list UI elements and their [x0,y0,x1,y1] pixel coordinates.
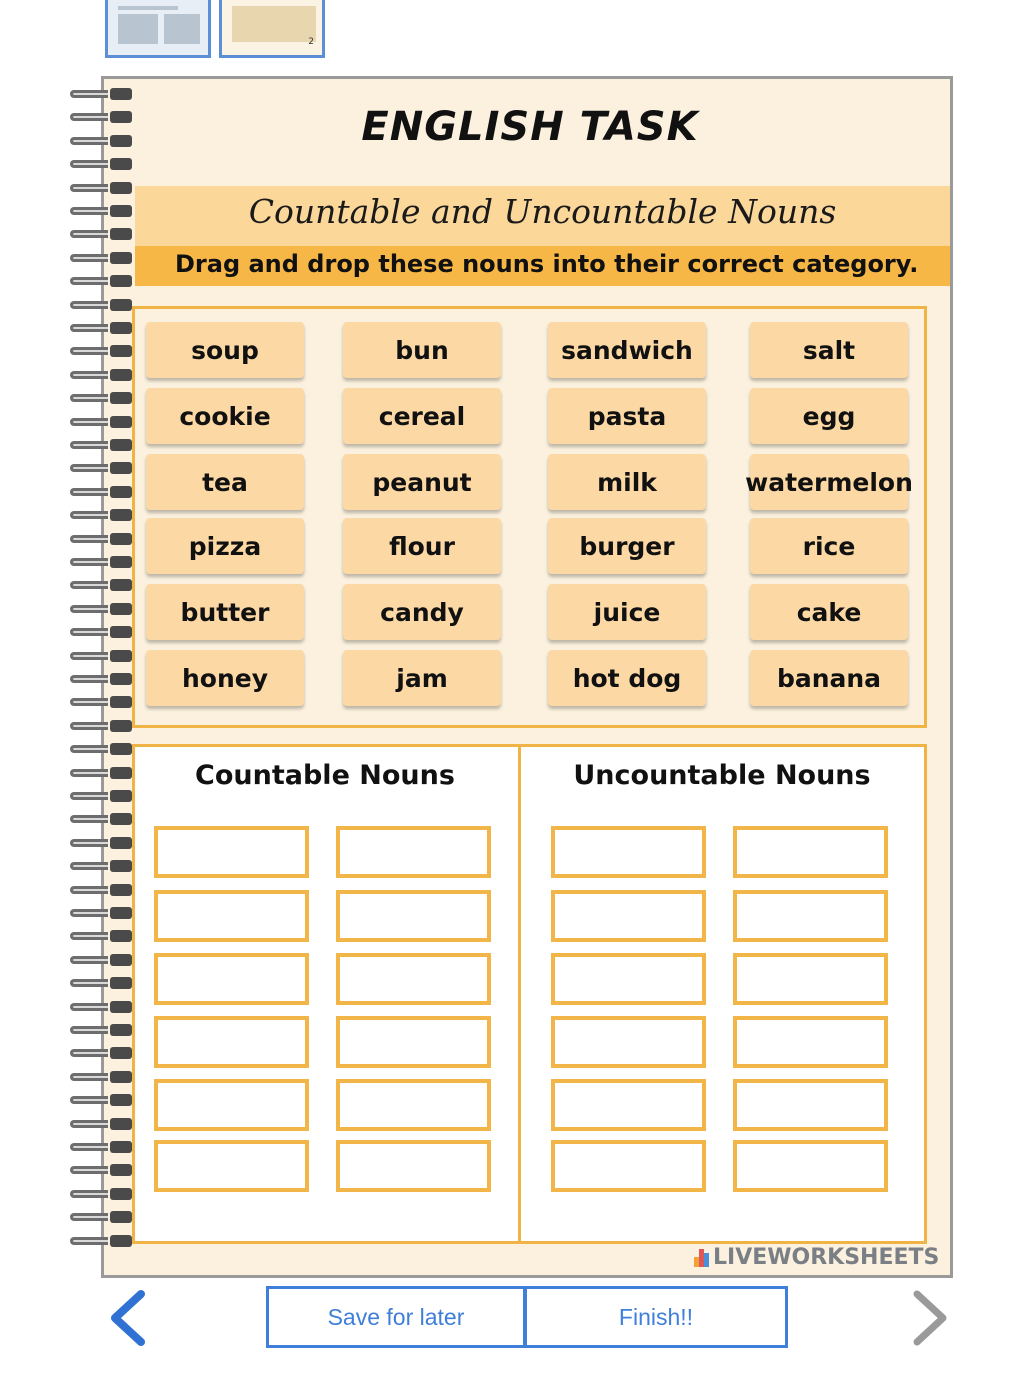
spiral-ring [70,884,134,896]
spiral-ring [70,158,134,170]
instruction-text: Drag and drop these nouns into their correct category. [175,250,919,278]
uncountable-drop-slot[interactable] [733,826,888,878]
worksheet-subtitle: Countable and Uncountable Nouns [248,192,837,231]
category-divider [518,747,521,1241]
spiral-ring [70,182,134,194]
spiral-ring [70,767,134,779]
chevron-right-icon [905,1288,953,1348]
spiral-ring [70,673,134,685]
spiral-ring [70,907,134,919]
word-card[interactable]: jam [343,650,501,706]
spiral-ring [70,1118,134,1130]
next-page-button[interactable] [905,1288,953,1348]
word-card[interactable]: butter [146,584,304,640]
spiral-ring [70,205,134,217]
thumb-line [118,6,178,10]
spiral-ring [70,1071,134,1083]
spiral-ring [70,579,134,591]
spiral-ring [70,252,134,264]
word-card[interactable]: cereal [343,388,501,444]
spiral-ring [70,439,134,451]
page-thumbnail-1[interactable] [105,0,211,58]
word-card[interactable]: hot dog [548,650,706,706]
spiral-ring [70,1094,134,1106]
word-card[interactable]: egg [750,388,908,444]
spiral-ring [70,1047,134,1059]
spiral-ring [70,345,134,357]
spiral-ring [70,626,134,638]
countable-drop-slot[interactable] [154,953,309,1005]
spiral-ring [70,88,134,100]
spiral-ring [70,111,134,123]
spiral-ring [70,416,134,428]
countable-drop-slot[interactable] [336,1016,491,1068]
thumb-block [164,14,200,44]
uncountable-drop-slot[interactable] [733,890,888,942]
word-card[interactable]: soup [146,322,304,378]
countable-heading: Countable Nouns [195,760,455,791]
word-card[interactable]: rice [750,518,908,574]
word-card[interactable]: milk [548,454,706,510]
word-card[interactable]: cake [750,584,908,640]
spiral-ring [70,556,134,568]
word-card[interactable]: juice [548,584,706,640]
spiral-ring [70,299,134,311]
spiral-binding [70,88,138,1268]
spiral-ring [70,837,134,849]
word-card[interactable]: pasta [548,388,706,444]
countable-drop-slot[interactable] [336,1079,491,1131]
word-card[interactable]: cookie [146,388,304,444]
chevron-left-icon [105,1288,153,1348]
spiral-ring [70,650,134,662]
countable-drop-slot[interactable] [154,1079,309,1131]
logo-text: LIVEWORKSHEETS [713,1245,940,1270]
spiral-ring [70,930,134,942]
countable-drop-slot[interactable] [154,1140,309,1192]
spiral-ring [70,1188,134,1200]
logo-bars-icon [694,1249,710,1267]
uncountable-drop-slot[interactable] [551,953,706,1005]
spiral-ring [70,1235,134,1247]
spiral-ring [70,1141,134,1153]
countable-drop-slot[interactable] [336,826,491,878]
finish-button[interactable]: Finish!! [524,1286,788,1348]
spiral-ring [70,977,134,989]
spiral-ring [70,228,134,240]
spiral-ring [70,462,134,474]
word-card[interactable]: tea [146,454,304,510]
countable-drop-slot[interactable] [336,953,491,1005]
uncountable-heading: Uncountable Nouns [573,760,871,791]
uncountable-drop-slot[interactable] [733,953,888,1005]
uncountable-drop-slot[interactable] [551,1079,706,1131]
word-card[interactable]: pizza [146,518,304,574]
spiral-ring [70,860,134,872]
spiral-ring [70,743,134,755]
uncountable-drop-slot[interactable] [551,1140,706,1192]
spiral-ring [70,1164,134,1176]
save-for-later-button[interactable]: Save for later [266,1286,526,1348]
uncountable-drop-slot[interactable] [551,826,706,878]
spiral-ring [70,1211,134,1223]
thumb-page-number: 2 [308,37,314,47]
word-card[interactable]: peanut [343,454,501,510]
spiral-ring [70,509,134,521]
countable-drop-slot[interactable] [336,1140,491,1192]
spiral-ring [70,1001,134,1013]
uncountable-drop-slot[interactable] [551,1016,706,1068]
liveworksheets-logo [694,1245,939,1270]
spiral-ring [70,1024,134,1036]
worksheet-title: ENGLISH TASK [361,104,699,150]
word-card[interactable]: sandwich [548,322,706,378]
spiral-ring [70,954,134,966]
uncountable-drop-slot[interactable] [551,890,706,942]
spiral-ring [70,790,134,802]
spiral-ring [70,486,134,498]
spiral-ring [70,135,134,147]
thumb-block [232,6,316,42]
spiral-ring [70,720,134,732]
word-card[interactable]: honey [146,650,304,706]
uncountable-drop-slot[interactable] [733,1079,888,1131]
word-card[interactable]: banana [750,650,908,706]
spiral-ring [70,369,134,381]
thumb-block [118,14,158,44]
countable-drop-slot[interactable] [336,890,491,942]
word-card[interactable]: burger [548,518,706,574]
spiral-ring [70,322,134,334]
word-card[interactable]: salt [750,322,908,378]
countable-drop-slot[interactable] [154,1016,309,1068]
spiral-ring [70,603,134,615]
uncountable-drop-slot[interactable] [733,1140,888,1192]
countable-drop-slot[interactable] [154,890,309,942]
spiral-ring [70,696,134,708]
spiral-ring [70,275,134,287]
previous-page-button[interactable] [105,1288,153,1348]
word-card[interactable]: bun [343,322,501,378]
word-card[interactable]: flour [343,518,501,574]
uncountable-drop-slot[interactable] [733,1016,888,1068]
spiral-ring [70,392,134,404]
spiral-ring [70,813,134,825]
word-card[interactable]: watermelon [750,454,908,510]
word-card[interactable]: candy [343,584,501,640]
spiral-ring [70,533,134,545]
countable-drop-slot[interactable] [154,826,309,878]
page-thumbnail-2[interactable] [219,0,325,58]
